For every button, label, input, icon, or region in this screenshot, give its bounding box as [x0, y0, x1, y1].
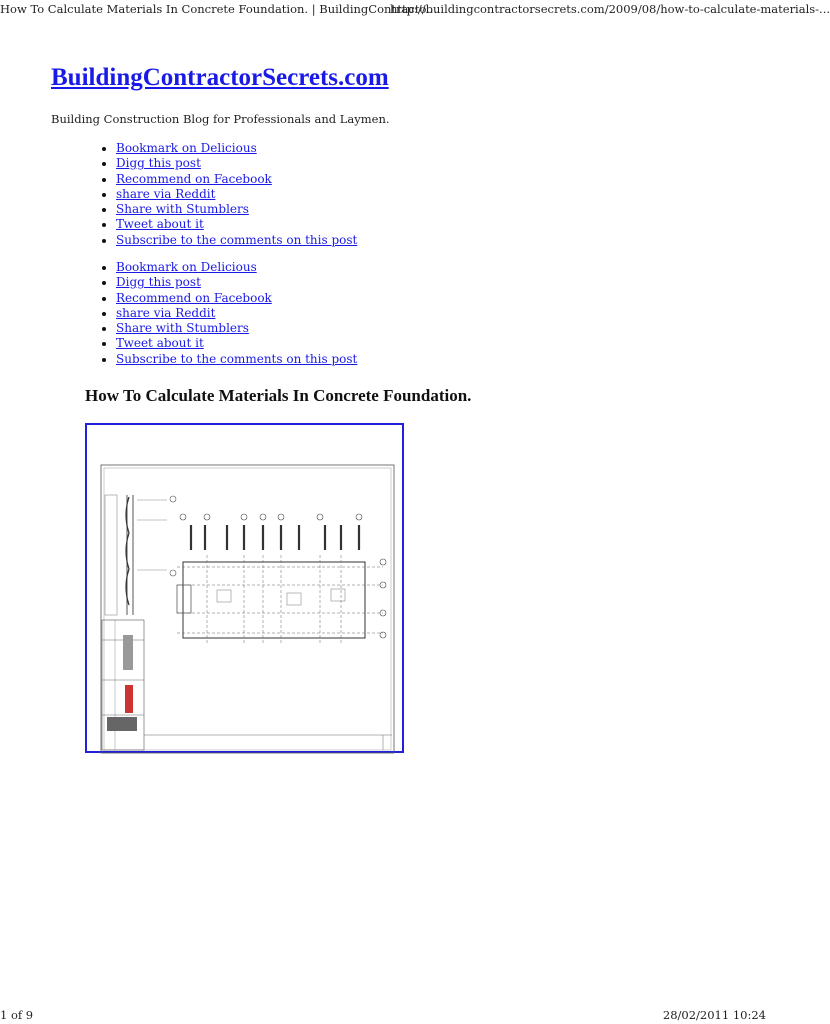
print-date: 28/02/2011 10:24	[662, 1008, 766, 1022]
print-header-url: http://buildingcontractorsecrets.com/2009/08/how-to-calculate-materials-...	[390, 2, 830, 16]
list-item	[116, 291, 357, 306]
list-item	[116, 172, 357, 187]
list-item	[116, 156, 357, 171]
digg-link[interactable]: Digg this post	[116, 275, 201, 290]
foundation-plan-image[interactable]	[85, 423, 404, 753]
list-item	[116, 352, 357, 367]
tweet-link[interactable]: Tweet about it	[116, 336, 204, 351]
subscribe-comments-link[interactable]: Subscribe to the comments on this post	[116, 351, 358, 366]
site-title-link[interactable]: BuildingContractorSecrets.com	[51, 64, 389, 91]
list-item	[116, 141, 357, 156]
list-item	[116, 202, 357, 217]
bookmark-delicious-link[interactable]: Bookmark on Delicious	[116, 141, 257, 155]
list-item	[116, 187, 357, 202]
stumbleupon-link[interactable]: Share with Stumblers	[116, 321, 249, 336]
foundation-plan-drawing-icon	[87, 425, 402, 751]
list-item	[116, 260, 357, 275]
digg-link[interactable]: Digg this post	[116, 156, 201, 171]
page-number: 1 of 9	[0, 1008, 34, 1022]
list-item	[116, 306, 357, 321]
share-list-top	[104, 141, 357, 248]
print-header	[0, 0, 830, 18]
stumbleupon-link[interactable]: Share with Stumblers	[116, 202, 249, 217]
facebook-link[interactable]: Recommend on Facebook	[116, 290, 272, 305]
list-item	[116, 321, 357, 336]
list-item	[116, 217, 357, 232]
subscribe-comments-link[interactable]: Subscribe to the comments on this post	[116, 232, 358, 247]
bookmark-delicious-link[interactable]: Bookmark on Delicious	[116, 260, 257, 274]
post-title: How To Calculate Materials In Concrete Foundation.	[85, 386, 472, 405]
print-footer	[0, 1008, 768, 1024]
share-list-bottom	[104, 260, 357, 367]
reddit-link[interactable]: share via Reddit	[116, 305, 216, 320]
list-item	[116, 275, 357, 290]
print-header-title: How To Calculate Materials In Concrete Foundation. | BuildingContracto...	[0, 2, 438, 16]
list-item	[116, 336, 357, 351]
reddit-link[interactable]: share via Reddit	[116, 186, 216, 201]
site-tagline: Building Construction Blog for Professionals and Laymen.	[51, 112, 390, 126]
list-item	[116, 233, 357, 248]
tweet-link[interactable]: Tweet about it	[116, 217, 204, 232]
facebook-link[interactable]: Recommend on Facebook	[116, 171, 272, 186]
